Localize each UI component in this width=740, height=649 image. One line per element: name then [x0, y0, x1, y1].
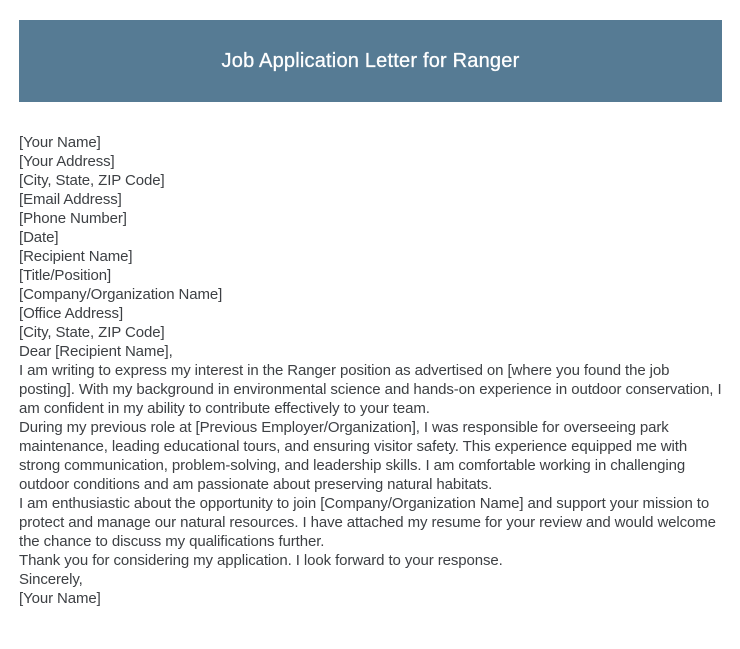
recipient-title-line: [Title/Position] [19, 267, 112, 284]
salutation-line: Dear [Recipient Name], [19, 343, 173, 360]
paragraph-interest: I am enthusiastic about the opportunity to join [Company/Organization Name] and support your mission to protect and manage our natural resources. I have attached my resume for your review and would welcome the chance to discuss my qualifications further. [19, 495, 716, 550]
sender-phone-line: [Phone Number] [19, 210, 127, 227]
closing-line: Sincerely, [19, 571, 83, 588]
page-title: Job Application Letter for Ranger [221, 49, 520, 72]
recipient-office-line: [Office Address] [19, 305, 124, 322]
sender-name-line: [Your Name] [19, 134, 101, 151]
date-line: [Date] [19, 229, 59, 246]
sender-city-line: [City, State, ZIP Code] [19, 172, 165, 189]
recipient-city-line: [City, State, ZIP Code] [19, 324, 165, 341]
header-banner [19, 20, 722, 102]
recipient-company-line: [Company/Organization Name] [19, 286, 223, 303]
signature-line: [Your Name] [19, 590, 101, 607]
recipient-name-line: [Recipient Name] [19, 248, 133, 265]
paragraph-thanks: Thank you for considering my application. I look forward to your response. [19, 552, 503, 569]
sender-address-line: [Your Address] [19, 153, 115, 170]
paragraph-intro: I am writing to express my interest in the Ranger position as advertised on [where you found the job posting]. With my background in environmental science and hands-on experience in outdoor conservation, I am confident in my ability to contribute effectively to your team. [19, 362, 722, 417]
letter-body [19, 133, 725, 608]
paragraph-experience: During my previous role at [Previous Employer/Organization], I was responsible for overseeing park maintenance, leading educational tours, and ensuring visitor safety. This experience equipped me with strong communication, problem-solving, and leadership skills. I am comfortable working in challenging outdoor conditions and am passionate about preserving natural habitats. [19, 419, 688, 493]
sender-email-line: [Email Address] [19, 191, 122, 208]
